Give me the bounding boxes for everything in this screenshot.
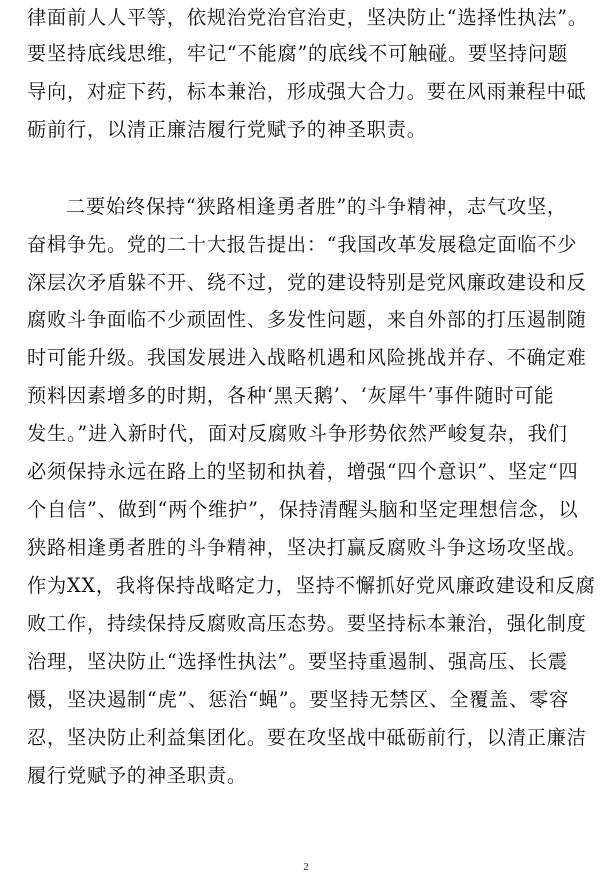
text-line: 律面前人人平等，依规治党治官治吏，坚决防止“选择性执法”。 <box>27 6 588 29</box>
text-line: 治理，坚决防止“选择性执法”。要坚持重遏制、强高压、长震 <box>27 650 568 673</box>
text-line: 发生。”进入新时代，面对反腐败斗争形势依然严峻复杂，我们 <box>27 422 568 445</box>
text-line: 狭路相逢勇者胜的斗争精神，坚决打赢反腐败斗争这场攻坚战。 <box>27 536 587 559</box>
text-line: 忍，坚决防止利益集团化。要在攻坚战中砥砺前行，以清正廉洁 <box>27 726 587 749</box>
text-line: 二要始终保持“狭路相逢勇者胜”的斗争精神，志气攻坚， <box>66 195 567 218</box>
text-line: 要坚持底线思维，牢记“不能腐”的底线不可触碰。要坚持问题 <box>27 42 568 65</box>
text-line: 败工作，持续保持反腐败高压态势。要坚持标本兼治，强化制度 <box>27 612 587 635</box>
text-line: 腐败斗争面临不少顽固性、多发性问题，来自外部的打压遏制随 <box>27 308 587 331</box>
page-number: 2 <box>303 861 309 873</box>
text-line: 作为XX，我将保持战略定力，坚持不懈抓好党风廉政建设和反腐 <box>27 574 596 597</box>
text-line: 必须保持永远在路上的坚韧和执着，增强“四个意识”、坚定“四 <box>27 460 579 483</box>
text-line: 个自信”、做到“两个维护”，保持清醒头脑和坚定理想信念，以 <box>27 498 579 521</box>
text-line: 砺前行，以清正廉洁履行党赋予的神圣职责。 <box>27 118 427 141</box>
text-line: 深层次矛盾躲不开、绕不过，党的建设特别是党风廉政建设和反 <box>27 271 587 294</box>
text-line: 履行党赋予的神圣职责。 <box>27 764 247 787</box>
text-line: 导向，对症下药，标本兼治，形成强大合力。要在风雨兼程中砥 <box>27 80 587 103</box>
text-line: 慑，坚决遏制“虎”、惩治“蝇”。要坚持无禁区、全覆盖、零容 <box>27 688 570 711</box>
text-line: 预料因素增多的时期，各种‘黑天鹅’、‘灰犀牛’事件随时可能 <box>27 384 555 407</box>
text-line: 奋楫争先。党的二十大报告提出：“我国改革发展稳定面临不少 <box>27 233 578 256</box>
text-line: 时可能升级。我国发展进入战略机遇和风险挑战并存、不确定难 <box>27 346 587 369</box>
